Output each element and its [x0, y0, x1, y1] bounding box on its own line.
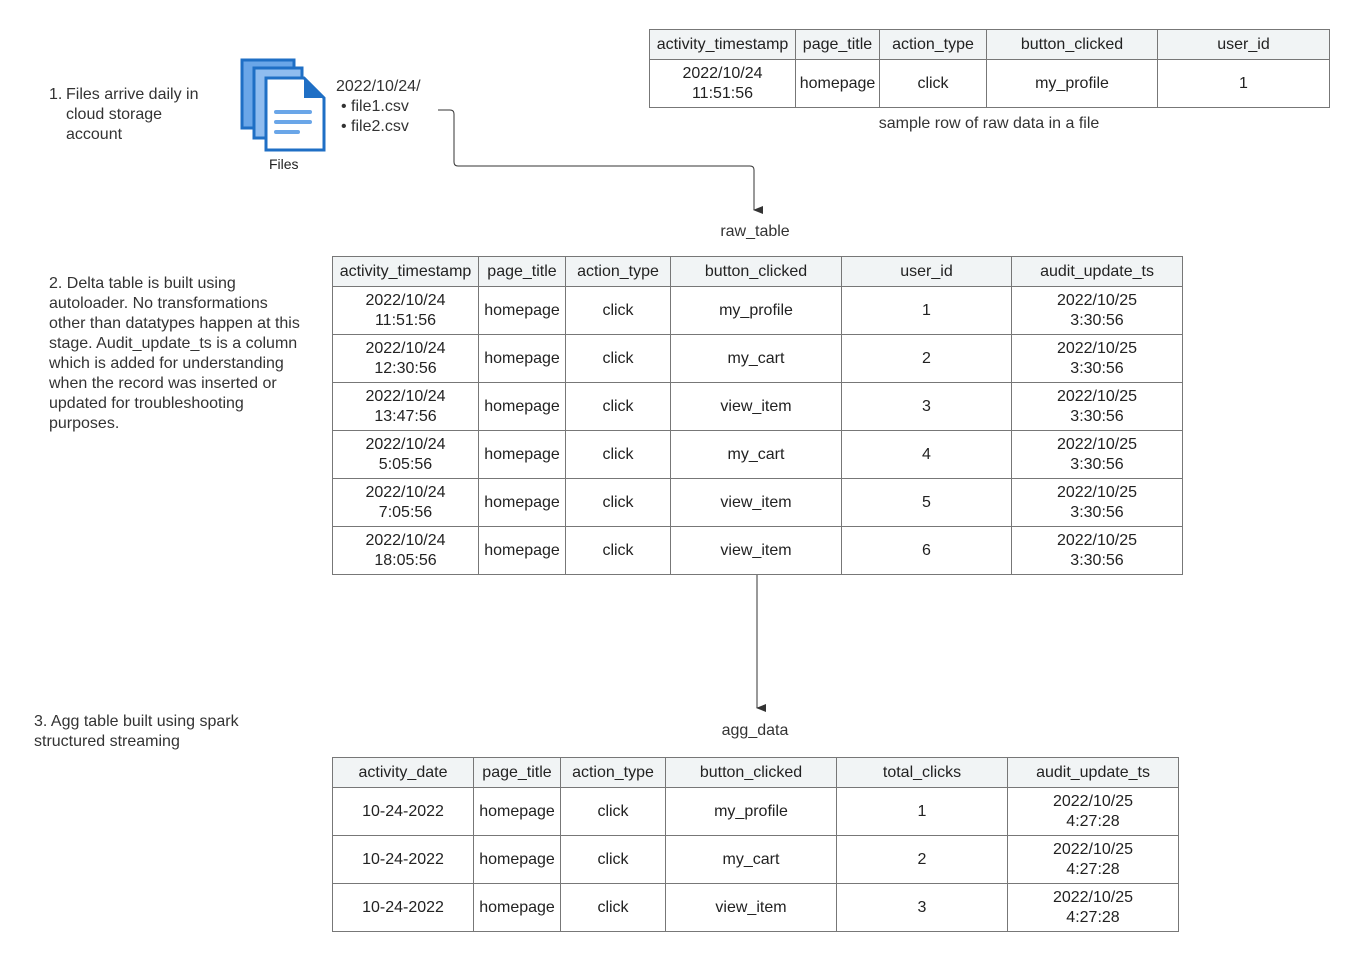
table-row: 2022/10/24 5:05:56 homepage click my_cart 4 2022/10/25 3:30:56 — [333, 431, 1183, 479]
column-header: user_id — [842, 257, 1012, 287]
folder-name: 2022/10/24/ — [336, 78, 421, 95]
column-header: audit_update_ts — [1012, 257, 1183, 287]
table-row: 2022/10/24 7:05:56 homepage click view_item 5 2022/10/25 3:30:56 — [333, 479, 1183, 527]
step-1-line: Files arrive daily in — [66, 86, 199, 103]
step-1-number: 1. — [49, 86, 63, 103]
column-header: page_title — [796, 30, 880, 60]
table-row: 10-24-2022 homepage click my_cart 2 2022/10/25 4:27:28 — [333, 836, 1179, 884]
files-label: Files — [269, 156, 299, 172]
table-row: 10-24-2022 homepage click my_profile 1 2022/10/25 4:27:28 — [333, 788, 1179, 836]
table-row: 2022/10/24 12:30:56 homepage click my_cart 2 2022/10/25 3:30:56 — [333, 335, 1183, 383]
step-2-note: 2. Delta table is built using autoloader. No transformations other than datatypes happen at this stage. Audit_update_ts is a column which is added for understanding when the record was inserted or updated for troubleshooting purposes. — [49, 275, 300, 432]
table-row: 10-24-2022 homepage click view_item 3 2022/10/25 4:27:28 — [333, 884, 1179, 932]
column-header: action_type — [566, 257, 671, 287]
step-1-line: cloud storage — [66, 106, 163, 123]
column-header: user_id — [1158, 30, 1330, 60]
column-header: button_clicked — [666, 758, 837, 788]
column-header: page_title — [479, 257, 566, 287]
column-header: button_clicked — [671, 257, 842, 287]
column-header: total_clicks — [837, 758, 1008, 788]
file-item: • file2.csv — [341, 118, 409, 135]
table-row: 2022/10/24 11:51:56 homepage click my_profile 1 2022/10/25 3:30:56 — [333, 287, 1183, 335]
agg-table-title: agg_data — [721, 722, 789, 739]
column-header: activity_timestamp — [650, 30, 796, 60]
file-item: • file1.csv — [341, 98, 409, 115]
raw-table-title: raw_table — [720, 223, 790, 240]
table-row: 2022/10/24 18:05:56 homepage click view_item 6 2022/10/25 3:30:56 — [333, 527, 1183, 575]
column-header: audit_update_ts — [1008, 758, 1179, 788]
sample-table-caption: sample row of raw data in a file — [878, 115, 1100, 132]
arrow-files-to-raw — [438, 110, 754, 210]
step-3-note: 3. Agg table built using spark structured streaming — [34, 713, 239, 750]
column-header: action_type — [880, 30, 987, 60]
column-header: activity_date — [333, 758, 474, 788]
column-header: activity_timestamp — [333, 257, 479, 287]
column-header: button_clicked — [987, 30, 1158, 60]
table-row: 2022/10/24 13:47:56 homepage click view_item 3 2022/10/25 3:30:56 — [333, 383, 1183, 431]
table-row: 2022/10/24 11:51:56 homepage click my_profile 1 — [650, 60, 1330, 108]
step-1-line: account — [66, 126, 123, 143]
column-header: page_title — [474, 758, 561, 788]
raw-table — [332, 256, 1183, 575]
column-header: action_type — [561, 758, 666, 788]
agg-table — [332, 757, 1179, 932]
